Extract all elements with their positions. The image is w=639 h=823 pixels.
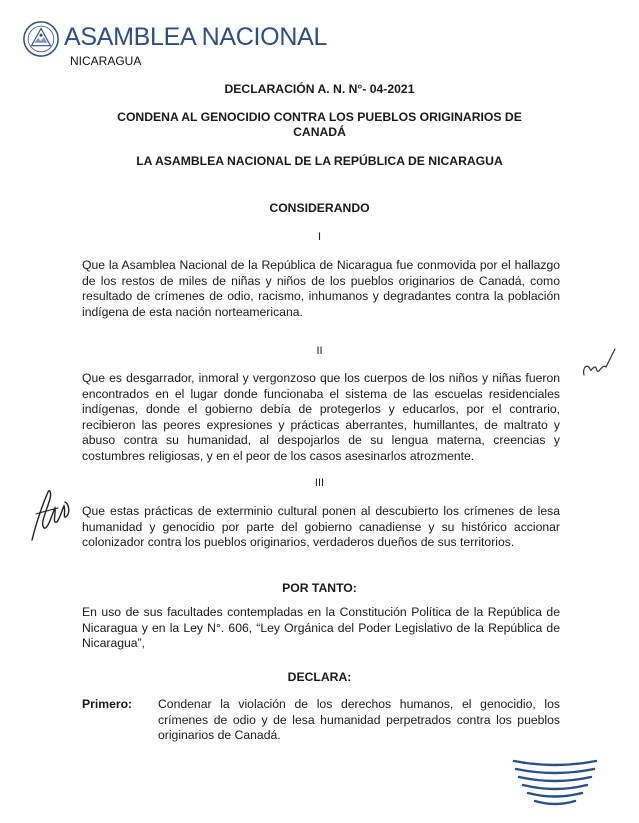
- article-label: Primero:: [82, 697, 133, 711]
- section-paragraph: Que es desgarrador, inmoral y vergonzoso que los cuerpos de los niños y niñas fueron encontrados en el lugar donde funcionaba el sistema de las escuelas residenciales indígenas, donde el gobierno debía de protegerlos y educarlos, por el contrario, recibieron las peores expresiones y prácticas aberrantes, humillantes, de maltrato y abuso contra su humanidad, al despojarlos de su lengua materna, creencias y costumbres religiosas, y en el peor de los casos asesinarlos atrozmente.: [82, 371, 560, 463]
- section-numeral: II: [316, 345, 323, 357]
- article-text: Condenar la violación de los derechos humanos, el genocidio, los crímenes de odio y de lesa humanidad perpetrados contra los pueblos originarios de Canadá.: [158, 697, 560, 743]
- section-numeral: I: [317, 231, 322, 243]
- assembly-heading: LA ASAMBLEA NACIONAL DE LA REPÚBLICA DE NICARAGUA: [136, 154, 503, 168]
- section-paragraph: Que estas prácticas de exterminio cultural ponen al descubierto los crímenes de lesa humanidad y genocidio por parte del gobierno canadiense y su histórico accionar colonizador contra los pueblos originarios, verdaderos dueños de sus territorios.: [82, 504, 560, 550]
- declara-heading: DECLARA:: [287, 670, 352, 684]
- assembly-wave-logo-icon: [510, 755, 600, 811]
- declaration-number: DECLARACIÓN A. N. N°- 04-2021: [224, 82, 415, 96]
- margin-initials-signature: [578, 345, 618, 381]
- considerando-heading: CONSIDERANDO: [269, 201, 370, 215]
- section-numeral: III: [314, 477, 325, 489]
- por-tanto-paragraph: En uso de sus facultades contempladas en la Constitución Política de la República de Nicaragua y en la Ley N°. 606, “Ley Orgánica del Poder Legislativo de la República de Nicaragua”,: [82, 605, 560, 651]
- por-tanto-heading: POR TANTO:: [282, 581, 357, 595]
- org-country: NICARAGUA: [70, 54, 142, 68]
- title-line-1: CONDENA AL GENOCIDIO CONTRA LOS PUEBLOS ORIGINARIOS DE: [117, 110, 522, 124]
- margin-signature: [22, 484, 74, 546]
- title-line-2: CANADÁ: [293, 125, 346, 139]
- national-seal-icon: [22, 20, 60, 58]
- org-name: ASAMBLEA NACIONAL: [64, 23, 328, 51]
- section-paragraph: Que la Asamblea Nacional de la República de Nicaragua fue conmovida por el hallazgo de los restos de miles de niñas y niños de los pueblos originarios de Canadá, como resultado de crímenes de odio, racismo, inhumanos y degradantes contra la población indígena de esta nación norteamericana.: [82, 258, 560, 319]
